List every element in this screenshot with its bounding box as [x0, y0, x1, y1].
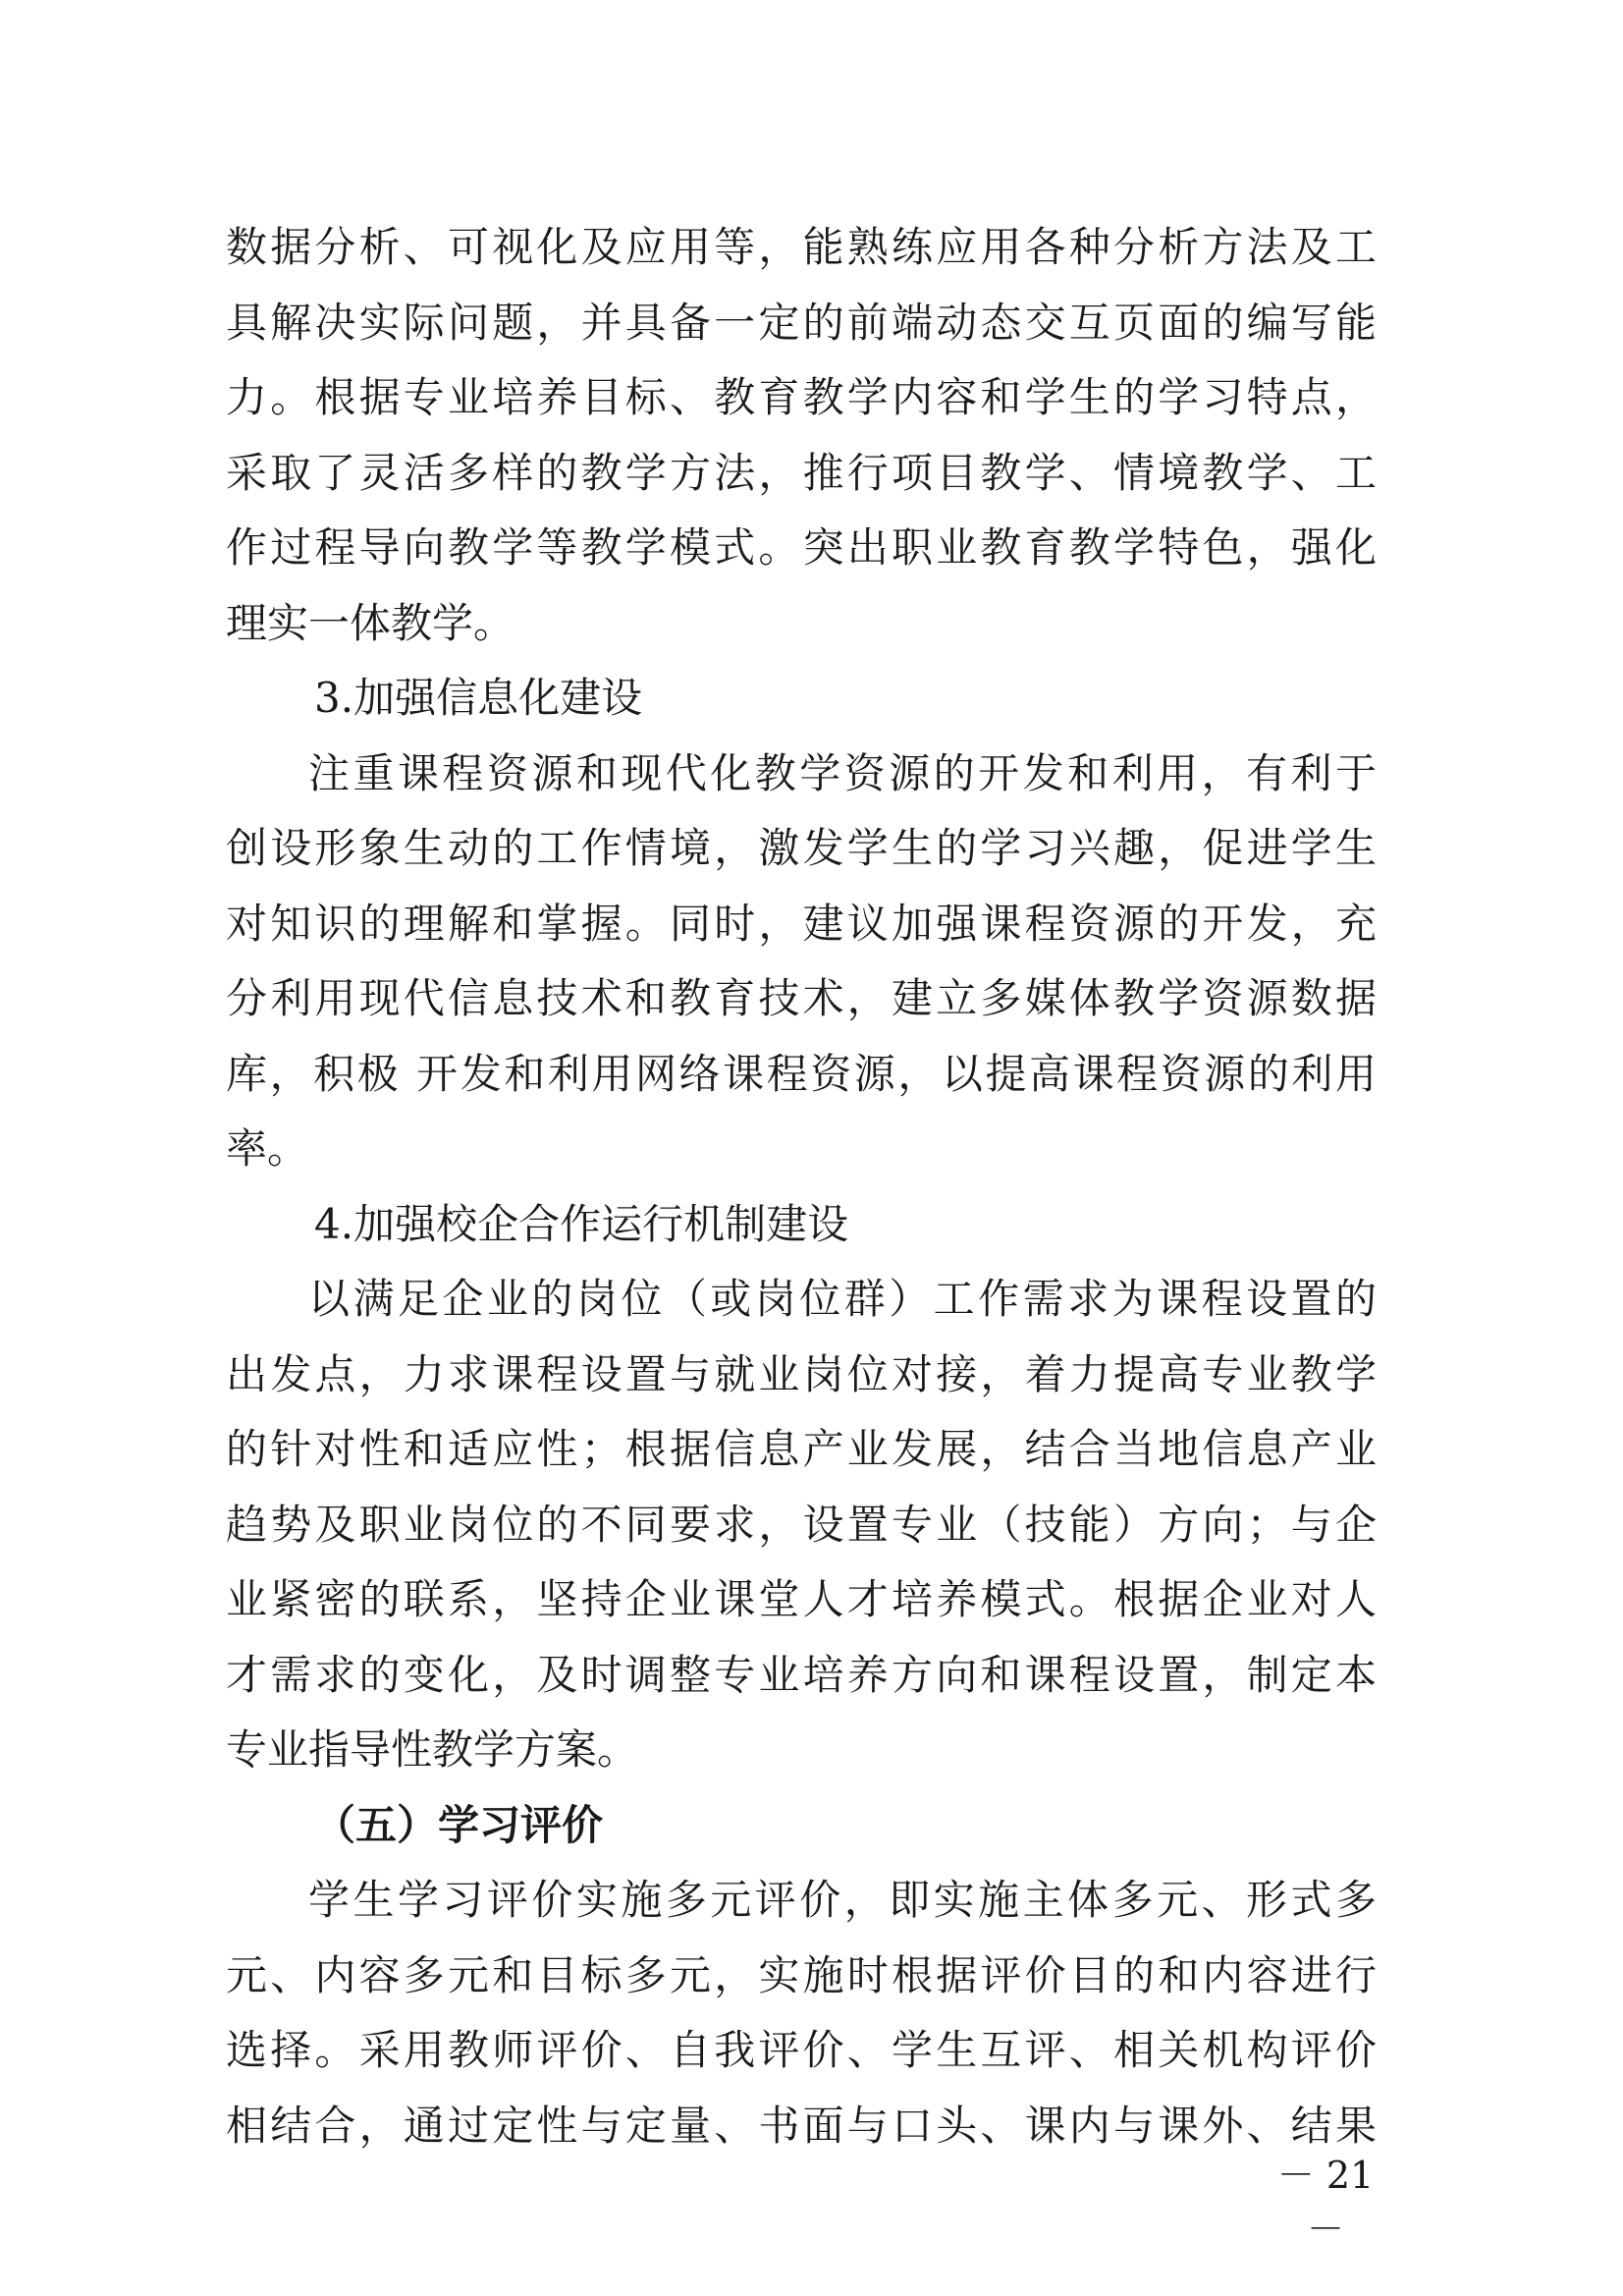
paragraph-line: 数据分析、可视化及应用等，能熟练应用各种分析方法及工 — [226, 223, 1377, 271]
paragraph-line: 以满足企业的岗位（或岗位群）工作需求为课程设置的 — [308, 1275, 1377, 1323]
paragraph-line: 理实一体教学。 — [226, 598, 515, 647]
paragraph-line: 的针对性和适应性；根据信息产业发展，结合当地信息产业 — [226, 1425, 1377, 1473]
paragraph-line: 选择。采用教师评价、自我评价、学生互评、相关机构评价 — [226, 2026, 1377, 2074]
paragraph-line: 对知识的理解和掌握。同时，建议加强课程资源的开发，充 — [226, 899, 1377, 948]
paragraph-line: 学生学习评价实施多元评价，即实施主体多元、形式多 — [308, 1876, 1377, 1924]
section-heading-3: 3.加强信息化建设 — [314, 674, 643, 722]
paragraph-line: 作过程导向教学等教学模式。突出职业教育教学特色，强化 — [226, 523, 1377, 572]
paragraph-line: 专业指导性教学方案。 — [226, 1725, 639, 1774]
paragraph-line: 率。 — [226, 1124, 309, 1173]
paragraph-line: 分利用现代信息技术和教育技术，建立多媒体教学资源数据 — [226, 974, 1377, 1022]
paragraph-line: 库，积极 开发和利用网络课程资源，以提高课程资源的利用 — [226, 1049, 1377, 1098]
paragraph-line: 具解决实际问题，并具备一定的前端动态交互页面的编写能 — [226, 298, 1377, 347]
paragraph-line: 趋势及职业岗位的不同要求，设置专业（技能）方向；与企 — [226, 1500, 1377, 1549]
paragraph-line: 业紧密的联系，坚持企业课堂人才培养模式。根据企业对人 — [226, 1575, 1377, 1623]
section-heading-4: 4.加强校企合作运行机制建设 — [314, 1199, 849, 1248]
document-body — [226, 210, 1377, 2163]
paragraph-line: 相结合，通过定性与定量、书面与口头、课内与课外、结果 — [226, 2101, 1377, 2150]
paragraph-line: 注重课程资源和现代化教学资源的开发和利用，有利于 — [308, 748, 1377, 797]
paragraph-line: 力。根据专业培养目标、教育教学内容和学生的学习特点， — [226, 373, 1377, 421]
paragraph-line: 才需求的变化，及时调整专业培养方向和课程设置，制定本 — [226, 1650, 1377, 1699]
paragraph-line: 元、内容多元和目标多元，实施时根据评价目的和内容进行 — [226, 1950, 1377, 1999]
section-heading-5: （五）学习评价 — [314, 1800, 604, 1849]
paragraph-line: 出发点，力求课程设置与就业岗位对接，着力提高专业教学 — [226, 1349, 1377, 1398]
paragraph-line: 采取了灵活多样的教学方法，推行项目教学、情境教学、工 — [226, 448, 1377, 497]
paragraph-line: 创设形象生动的工作情境，激发学生的学习兴趣，促进学生 — [226, 824, 1377, 872]
page-number: － 21 － — [1276, 2154, 1375, 2251]
